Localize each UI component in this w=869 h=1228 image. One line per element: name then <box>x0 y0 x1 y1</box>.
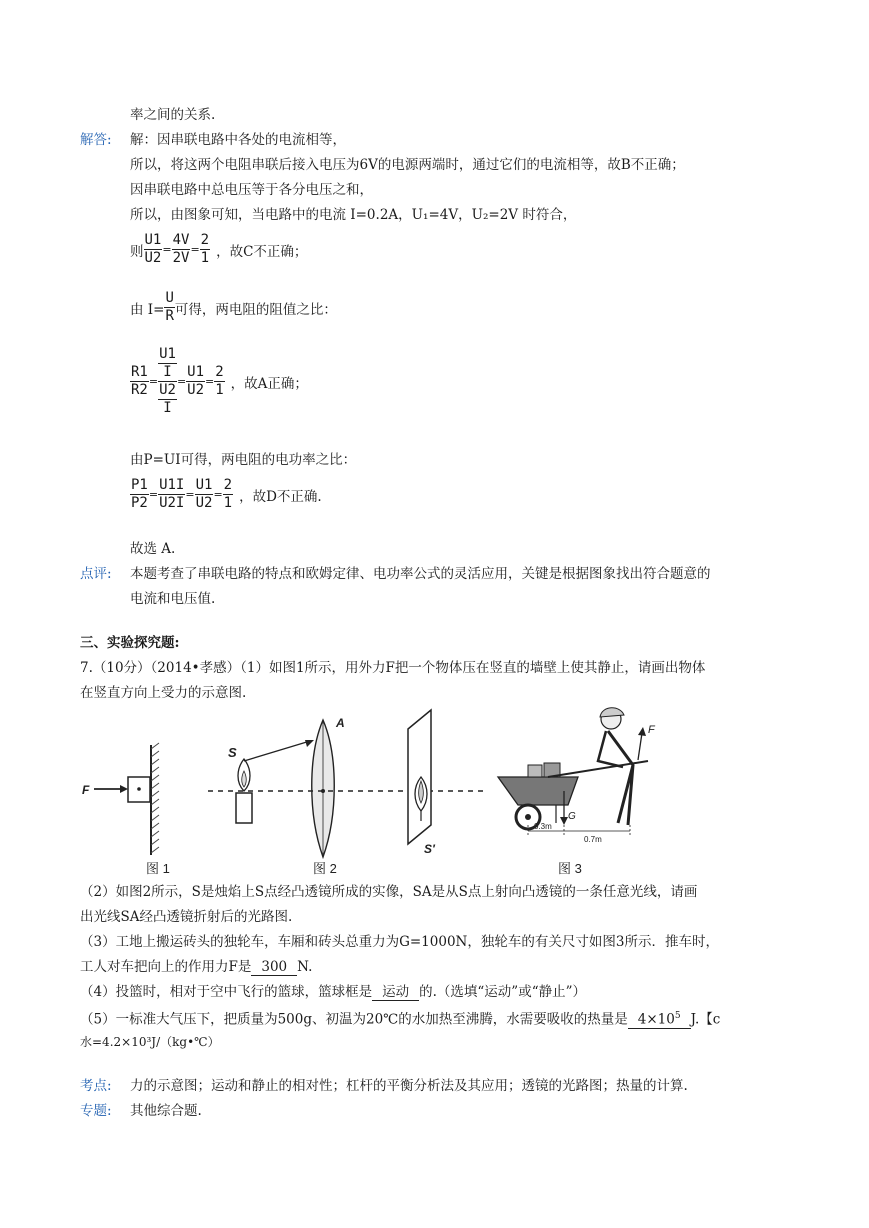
answer-blank-force: 300 <box>251 959 297 976</box>
question-5-line-2: 水=4.2×10³J/（kg•℃） <box>80 1035 220 1049</box>
fraction-4v-2v: $\frac{4V}{2V}$ <box>172 232 190 266</box>
formula-prefix: 则 <box>130 243 144 260</box>
fraction-compound: $\frac{\frac{U1}{I}}{\frac{U2}{I}}$ <box>159 346 176 416</box>
kaodian-label: 考点: <box>80 1078 112 1094</box>
comment-label: 点评: <box>80 566 112 582</box>
formula-suffix: ，故D不正确. <box>239 488 322 505</box>
formula-voltage-ratio: 则 $\frac{U1}{U2}$ = $\frac{4V}{2V}$ = $\frac{2}{1}$ ，故C不正确； <box>130 232 308 266</box>
figure-3 <box>498 708 656 844</box>
question-5-line-1: （5）一标准大气压下，把质量为500g、初温为20℃的水加热至沸腾，水需要吸收的热量是 $4\times 10^5$ J.【c <box>80 1008 720 1029</box>
caption-fig-3: 图 3 <box>558 861 582 876</box>
solution-line-1: 解：因串联电路中各处的电流相等， <box>130 132 346 148</box>
fraction-u1i-u2i: $\frac{U1I}{U2I}$ <box>159 477 185 511</box>
formula-resistance-ratio: $\frac{R1}{R2}$ = $\frac{\frac{U1}{I}}{\frac{U2}{I}}$ = $\frac{U1}{U2}$ = $\frac{2}{1}$ ，故A正确； <box>131 346 308 416</box>
answer-label: 解答: <box>80 132 112 148</box>
question-7-line-1: 7.（10分）（2014•孝感）（1）如图1所示，用外力F把一个物体压在竖直的墙壁上使其静止，请画出物体 <box>80 660 706 676</box>
formula-suffix: ，故C不正确； <box>216 243 308 260</box>
kaodian-text: 力的示意图；运动和静止的相对性；杠杆的平衡分析法及其应用；透镜的光路图；热量的计算. <box>130 1078 688 1094</box>
solution-line-4: 所以，由图象可知，当电路中的电流 I=0.2A，U₁=4V，U₂=2V 时符合， <box>130 207 577 223</box>
fraction-r1-r2: $\frac{R1}{R2}$ <box>131 364 148 398</box>
label-s: S <box>228 745 237 760</box>
answer-blank-heat: $4\times 10^5$ <box>628 1008 691 1029</box>
formula-ohms-law <box>130 290 337 325</box>
figure-1 <box>82 743 159 855</box>
label-a: A <box>336 716 345 730</box>
fraction-2-1: $\frac{2}{1}$ <box>200 232 210 266</box>
formula-suffix: ，故A正确； <box>230 375 308 392</box>
zhuanti-label: 专题: <box>80 1103 112 1119</box>
question-2-line-1: （2）如图2所示，S是烛焰上S点经凸透镜所成的实像，SA是从S点上射向凸透镜的一条任意光线，请画 <box>80 884 698 900</box>
answer-blank-motion: 运动 <box>372 984 419 1001</box>
fraction-u1-u2: $\frac{U1}{U2}$ <box>144 232 162 266</box>
fraction-u-r: $\frac{U}{R}$ <box>165 290 174 324</box>
comment-line-2: 电流和电压值. <box>130 591 216 607</box>
section-title: 三、实验探究题: <box>80 635 180 651</box>
figure-strip <box>78 705 678 877</box>
fraction-u1-u2: $\frac{U1}{U2}$ <box>187 364 205 398</box>
formula-power-ratio: $\frac{P1}{P2}$ = $\frac{U1I}{U2I}$ = $\frac{U1}{U2}$ = $\frac{2}{1}$ ，故D不正确. <box>131 477 322 511</box>
dim-0-7m: 0.7m <box>584 835 602 844</box>
caption-fig-1: 图 1 <box>146 861 170 876</box>
comment-line-1: 本题考查了串联电路的特点和欧姆定律、电功率公式的灵活应用，关键是根据图象找出符合题意的 <box>130 566 711 582</box>
figure-2 <box>208 710 488 857</box>
label-f-fig3: F <box>648 724 655 736</box>
question-3-line-1: （3）工地上搬运砖头的独轮车，车厢和砖头总重力为G=1000N，独轮车的有关尺寸如图3所示．推车时， <box>80 934 719 950</box>
fraction-p1-p2: $\frac{P1}{P2}$ <box>131 477 148 511</box>
question-7-line-2: 在竖直方向上受力的示意图. <box>80 685 247 701</box>
solution-line-2: 所以，将这两个电阻串联后接入电压为6V的电源两端时，通过它们的电流相等，故B不正确； <box>130 157 685 173</box>
fraction-2-1: $\frac{2}{1}$ <box>223 477 233 511</box>
formula-prefix: 由 I= <box>130 301 165 318</box>
fraction-u1-u2: $\frac{U1}{U2}$ <box>195 477 213 511</box>
question-3-line-2: 工人对车把向上的作用力F是 300 N. <box>80 959 313 975</box>
fraction-2-1: $\frac{2}{1}$ <box>215 364 224 398</box>
zhuanti-text: 其他综合题. <box>130 1103 202 1119</box>
dim-0-3m: 0.3m <box>534 822 552 831</box>
formula-suffix: 可得，两电阻的阻值之比： <box>174 301 337 318</box>
question-2-line-2: 出光线SA经凸透镜折射后的光路图. <box>80 909 293 925</box>
question-4: （4）投篮时，相对于空中飞行的篮球，篮球框是 运动 的.（选填“运动”或“静止”） <box>80 984 586 1000</box>
label-g: G <box>568 811 576 822</box>
label-f: F <box>82 783 90 797</box>
caption-fig-2: 图 2 <box>313 861 337 876</box>
solution-power-intro: 由P=UI可得，两电阻的电功率之比： <box>130 452 357 468</box>
label-s-prime: S′ <box>424 842 435 856</box>
solution-line-3: 因串联电路中总电压等于各分电压之和， <box>130 182 373 198</box>
solution-line-top: 率之间的关系. <box>130 107 216 123</box>
solution-choice: 故选 A. <box>130 541 176 557</box>
